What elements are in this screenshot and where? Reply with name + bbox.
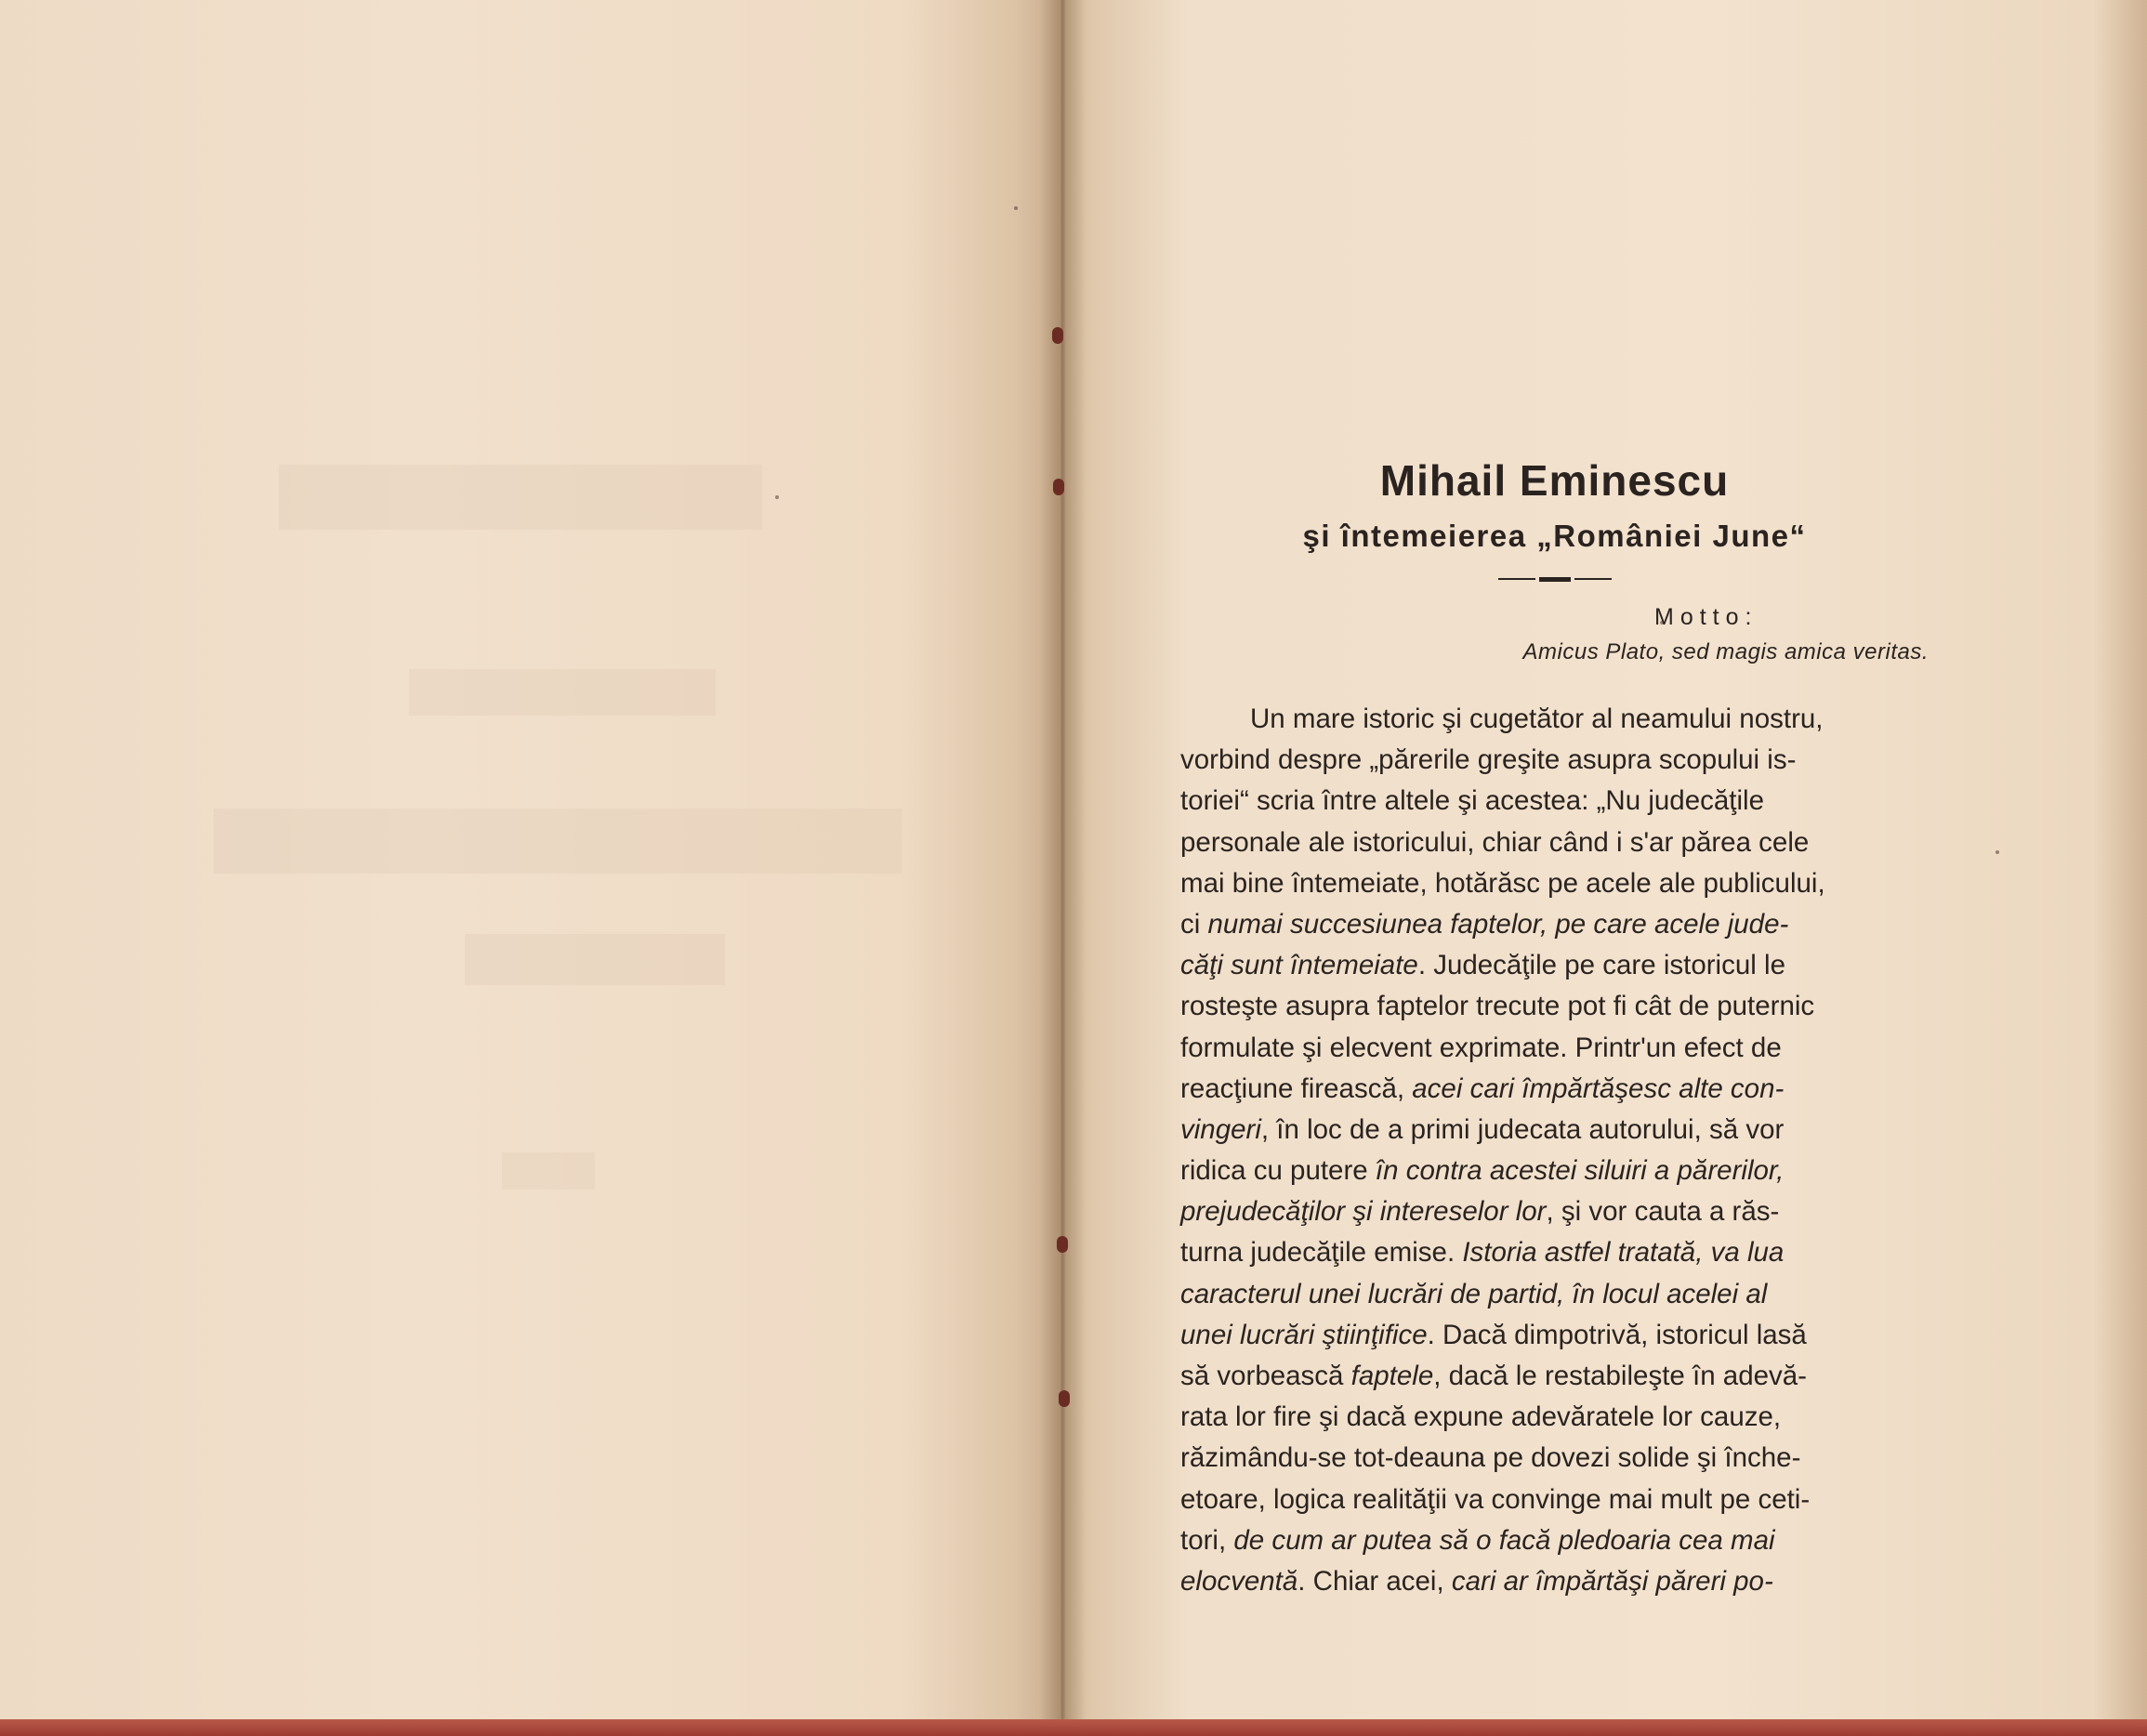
paper-speck [775,495,779,499]
motto-label: Motto: [1654,604,1758,630]
italic-text: cari ar împărtăşi păreri po- [1451,1565,1773,1597]
chapter-title: Mihail Eminescu [1379,456,1730,505]
italic-text: unei lucrări ştiinţifice [1180,1319,1428,1350]
roman-text: , în loc de a primi judecata autorului, să vor [1260,1113,1785,1145]
text-line [1180,1274,1929,1315]
roman-text: Un mare istoric şi cugetător al neamului nostru, [1250,704,1824,734]
paper-speck [1996,850,1999,854]
roman-text: ridica cu putere [1180,1155,1376,1187]
paper-speck [1014,206,1018,210]
roman-text: tori, [1180,1524,1234,1556]
text-line [1180,822,1929,863]
roman-text: . Dacă dimpotrivă, istoricul lasă [1427,1319,1807,1350]
text-line [1180,1356,1929,1397]
roman-text: . Judecăţile pe care istoricul le [1417,950,1785,981]
italic-text: caracterul unei lucrări de partid, în locul acelei al [1180,1278,1768,1309]
italic-text: de cum ar putea să o facă pledoaria cea mai [1233,1524,1775,1556]
show-through-block [409,669,716,716]
text-line [1180,740,1929,781]
italic-text: căţi sunt întemeiate [1180,950,1418,981]
roman-text: să vorbească [1180,1361,1351,1391]
text-line [1180,699,1929,740]
text-line [1180,781,1929,822]
roman-text: rosteşte asupra faptelor trecute pot fi cât de puternic [1180,991,1815,1022]
roman-text: reacţiune firească, [1180,1072,1413,1104]
body-paragraph [1180,699,1929,1602]
text-line [1180,1232,1929,1273]
text-line [1180,1480,1929,1520]
roman-text: turna judecăţile emise. [1180,1237,1463,1269]
roman-text: , dacă le restabileşte în adevă- [1433,1361,1807,1391]
italic-text: în contra acestei siluiri a părerilor, [1375,1155,1785,1187]
roman-text: toriei“ scria între altele şi acestea: „Nu judecăţile [1180,785,1764,817]
red-page-edge [0,1719,2147,1736]
italic-text: acei cari împărtăşesc alte con- [1412,1072,1785,1104]
roman-text: ci [1180,908,1208,940]
ornament-rule-left [1498,578,1535,580]
italic-text: faptele [1350,1361,1434,1391]
ornament-rule-center [1539,577,1571,582]
text-line [1180,1438,1929,1479]
text-line [1180,904,1929,945]
binding-stitch [1052,327,1063,344]
roman-text: . Chiar acei, [1297,1565,1452,1597]
roman-text: răzimându-se tot-deauna pe dovezi solide şi înche- [1180,1442,1801,1474]
ornament-rule-right [1574,578,1612,580]
show-through-block [279,465,762,530]
text-line [1180,1315,1929,1356]
roman-text: rata lor fire şi dacă expune adevăratele lor cauze, [1180,1401,1782,1433]
italic-text: prejudecăţilor şi intereselor lor [1180,1196,1547,1228]
chapter-subtitle: şi întemeierea „României June“ [1302,519,1807,553]
binding-stitch [1057,1236,1068,1253]
roman-text: formulate şi elecvent exprimate. Printr'un efect de [1180,1032,1782,1063]
italic-text: Istoria astfel tratată, va lua [1462,1237,1785,1269]
italic-text: numai succesiunea faptelor, pe care acele jude- [1207,908,1789,940]
show-through-block [502,1152,595,1190]
roman-text: etoare, logica realităţii va convinge mai mult pe ceti- [1180,1483,1811,1515]
binding-stitch [1053,479,1064,495]
text-line [1180,1151,1929,1191]
roman-text: , şi vor cauta a răs- [1546,1196,1780,1228]
binding-stitch [1059,1390,1070,1407]
left-page [0,0,1058,1736]
show-through-block [214,809,902,874]
roman-text: personale ale istoricului, chiar când i s'ar părea cele [1180,826,1810,858]
italic-text: elocventă [1180,1565,1298,1597]
text-line [1180,945,1929,986]
text-line [1180,1069,1929,1110]
text-line [1180,1561,1929,1602]
show-through-block [465,934,725,985]
roman-text: mai bine întemeiate, hotărăsc pe acele ale publicului, [1180,867,1825,899]
text-line [1180,1397,1929,1438]
roman-text: vorbind despre „părerile greşite asupra scopului is- [1180,744,1797,776]
text-line [1180,863,1929,904]
text-line [1180,1110,1929,1151]
text-line [1180,1028,1929,1069]
text-line [1180,986,1929,1027]
italic-text: vingeri [1180,1113,1261,1145]
text-line [1180,1520,1929,1561]
gutter [1039,0,1086,1736]
text-line [1180,1191,1929,1232]
motto-quote: Amicus Plato, sed magis amica veritas. [1522,639,1929,664]
